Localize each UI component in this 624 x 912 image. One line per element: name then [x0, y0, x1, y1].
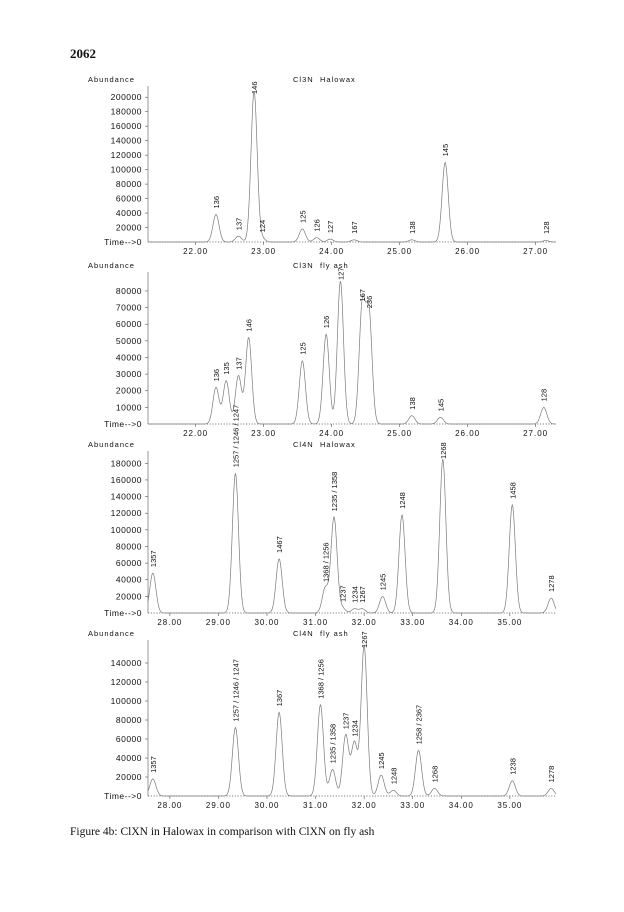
peak-label: 1238 [508, 758, 518, 775]
figure-caption: Figure 4b: ClXN in Halowax in comparison with ClXN on fly ash [70, 826, 375, 838]
x-tick-label: 32.00 [351, 618, 377, 627]
peak-label: 136 [212, 195, 221, 209]
peak-label: 1235 / 1358 [330, 471, 340, 512]
peak-label: 1267 [360, 631, 370, 648]
y-tick-label: 80000 [115, 541, 142, 552]
y-tick-label: 40000 [115, 352, 142, 363]
y-tick-label: 180000 [110, 458, 142, 469]
peak-label: 125 [298, 210, 308, 223]
panel-title-sample: fly ash [320, 629, 349, 638]
x-tick-label: 31.00 [303, 801, 329, 810]
x-tick-label: 33.00 [400, 801, 426, 810]
y-tick-label: 70000 [115, 302, 142, 313]
chromatogram-trace [148, 91, 556, 242]
peak-label: 1235 / 1358 [328, 723, 338, 764]
panel-title-compound: Cl3N [293, 75, 314, 84]
y-tick-label: 40000 [115, 753, 142, 763]
peak-label: 145 [441, 143, 451, 157]
y-tick-label: 120000 [110, 508, 142, 519]
x-tick-label: 33.00 [400, 618, 426, 627]
y-tick-label: 140000 [110, 135, 142, 146]
chromatogram-panel-2 [88, 261, 556, 438]
x-tick-label: 27.00 [523, 429, 549, 438]
peak-label: 1268 [430, 765, 440, 783]
y-tick-label: 160000 [110, 121, 142, 132]
peak-label: 1458 [508, 482, 518, 499]
x-tick-label: 31.00 [303, 618, 329, 627]
peak-label: 236 [365, 295, 374, 309]
chromatogram-panel-3 [88, 405, 556, 627]
x-tick-label: 22.00 [183, 247, 209, 256]
peak-label: 128 [541, 221, 551, 234]
x-tick-label: 23.00 [251, 247, 277, 256]
peak-label: 138 [407, 397, 417, 410]
peak-label: 126 [322, 315, 332, 329]
panel-title-compound: Cl3N [293, 261, 314, 270]
peak-label: 125 [298, 342, 308, 355]
chromatogram-panel-4 [88, 629, 556, 810]
y-axis-title: Abundance [88, 629, 135, 638]
y-axis-title: Abundance [88, 261, 135, 270]
panel-title-sample: fly ash [320, 261, 349, 270]
peak-label: 1268 [438, 442, 448, 459]
peak-label: 137 [234, 217, 244, 231]
y-tick-label: 80000 [115, 715, 142, 725]
y-tick-label: 140000 [110, 491, 142, 502]
y-tick-label: 80000 [115, 179, 142, 190]
x-axis-title: Time-->0 [104, 608, 142, 618]
x-tick-label: 29.00 [205, 618, 231, 627]
panel-title-compound: Cl4N [293, 629, 314, 638]
y-tick-label: 20000 [115, 222, 142, 233]
y-tick-label: 140000 [110, 658, 142, 668]
y-tick-label: 100000 [110, 524, 142, 535]
y-tick-label: 10000 [115, 402, 142, 413]
peak-label: 1278 [547, 765, 557, 783]
x-tick-label: 28.00 [157, 618, 183, 627]
x-tick-label: 22.00 [183, 429, 209, 438]
x-tick-label: 29.00 [205, 801, 231, 810]
peak-label: 1258 / 2367 [414, 704, 424, 745]
y-tick-label: 20000 [115, 385, 142, 396]
panel-title-sample: Halowax [320, 75, 356, 84]
x-tick-label: 24.00 [319, 247, 345, 256]
x-tick-label: 26.00 [455, 247, 481, 256]
peak-label: 1267 [358, 586, 368, 603]
y-tick-label: 40000 [115, 574, 142, 585]
x-tick-label: 34.00 [448, 801, 474, 810]
y-tick-label: 80000 [115, 285, 142, 296]
y-axis-title: Abundance [88, 440, 135, 449]
peak-label: 1467 [275, 536, 285, 553]
peak-label: 1234 [350, 720, 360, 737]
x-tick-label: 26.00 [455, 429, 481, 438]
peak-label: 1248 [389, 767, 399, 785]
x-axis-title: Time-->0 [104, 791, 142, 801]
x-tick-label: 28.00 [157, 801, 183, 810]
peak-label: 1237 [341, 712, 351, 730]
peak-label: 1257 / 1246 / 1247 [231, 404, 241, 468]
y-tick-label: 200000 [110, 92, 142, 103]
chromatogram-panel-1 [88, 75, 556, 256]
y-tick-label: 160000 [110, 474, 142, 485]
x-tick-label: 25.00 [387, 429, 413, 438]
x-tick-label: 35.00 [497, 801, 523, 810]
chromatogram-trace [148, 281, 556, 424]
x-tick-label: 30.00 [254, 801, 280, 810]
y-tick-label: 20000 [115, 772, 142, 782]
panel-title-compound: Cl4N [293, 440, 314, 449]
y-tick-label: 100000 [110, 164, 142, 175]
peak-label: 1368 / 1256 [316, 659, 326, 699]
peak-label: 1357 [148, 756, 158, 773]
peak-label: 1257 / 1246 / 1247 [231, 659, 241, 722]
y-tick-label: 180000 [110, 106, 142, 117]
peak-label: 145 [436, 398, 446, 412]
peak-label: 1357 [148, 550, 158, 568]
x-axis-title: Time-->0 [104, 237, 142, 247]
x-tick-label: 24.00 [319, 429, 345, 438]
peak-label: 135 [222, 362, 232, 375]
panel-title-sample: Halowax [320, 440, 356, 449]
peak-label: 126 [312, 219, 322, 232]
x-tick-label: 25.00 [387, 247, 413, 256]
x-tick-label: 35.00 [497, 618, 523, 627]
y-tick-label: 60000 [115, 734, 142, 744]
peak-label: 146 [250, 81, 260, 94]
x-tick-label: 27.00 [523, 247, 549, 256]
y-tick-label: 60000 [115, 193, 142, 204]
peak-label: 1368 / 1256 [321, 542, 331, 583]
y-tick-label: 50000 [115, 335, 142, 346]
y-tick-label: 120000 [110, 150, 142, 161]
y-tick-label: 20000 [115, 591, 142, 602]
peak-label: 1234 [350, 586, 360, 603]
x-tick-label: 32.00 [351, 801, 377, 810]
x-axis-title: Time-->0 [104, 419, 142, 429]
y-tick-label: 100000 [110, 696, 142, 706]
peak-label: 167 [358, 289, 368, 302]
y-tick-label: 40000 [115, 208, 142, 219]
peak-label: 1248 [398, 492, 408, 509]
peak-label: 138 [407, 221, 417, 234]
y-axis-title: Abundance [88, 75, 135, 84]
peak-label: 1245 [378, 573, 388, 591]
peak-label: 127 [336, 267, 346, 280]
x-tick-label: 30.00 [254, 618, 280, 627]
x-tick-label: 23.00 [251, 429, 277, 438]
peak-label: 167 [350, 221, 360, 234]
peak-label: 146 [244, 319, 254, 332]
peak-label: 124 [258, 219, 268, 233]
y-tick-label: 60000 [115, 319, 142, 330]
page-number: 2062 [70, 46, 96, 61]
peak-label: 1278 [547, 575, 557, 593]
peak-label: 136 [212, 368, 221, 382]
peak-label: 137 [234, 357, 244, 370]
peak-label: 1237 [338, 585, 348, 603]
peak-label: 127 [326, 220, 336, 234]
peak-label: 1367 [275, 689, 285, 707]
y-tick-label: 60000 [115, 558, 142, 569]
x-tick-label: 34.00 [448, 618, 474, 627]
peak-label: 1245 [377, 752, 387, 770]
y-tick-label: 120000 [110, 677, 142, 687]
peak-label: 128 [539, 388, 549, 402]
y-tick-label: 30000 [115, 369, 142, 380]
